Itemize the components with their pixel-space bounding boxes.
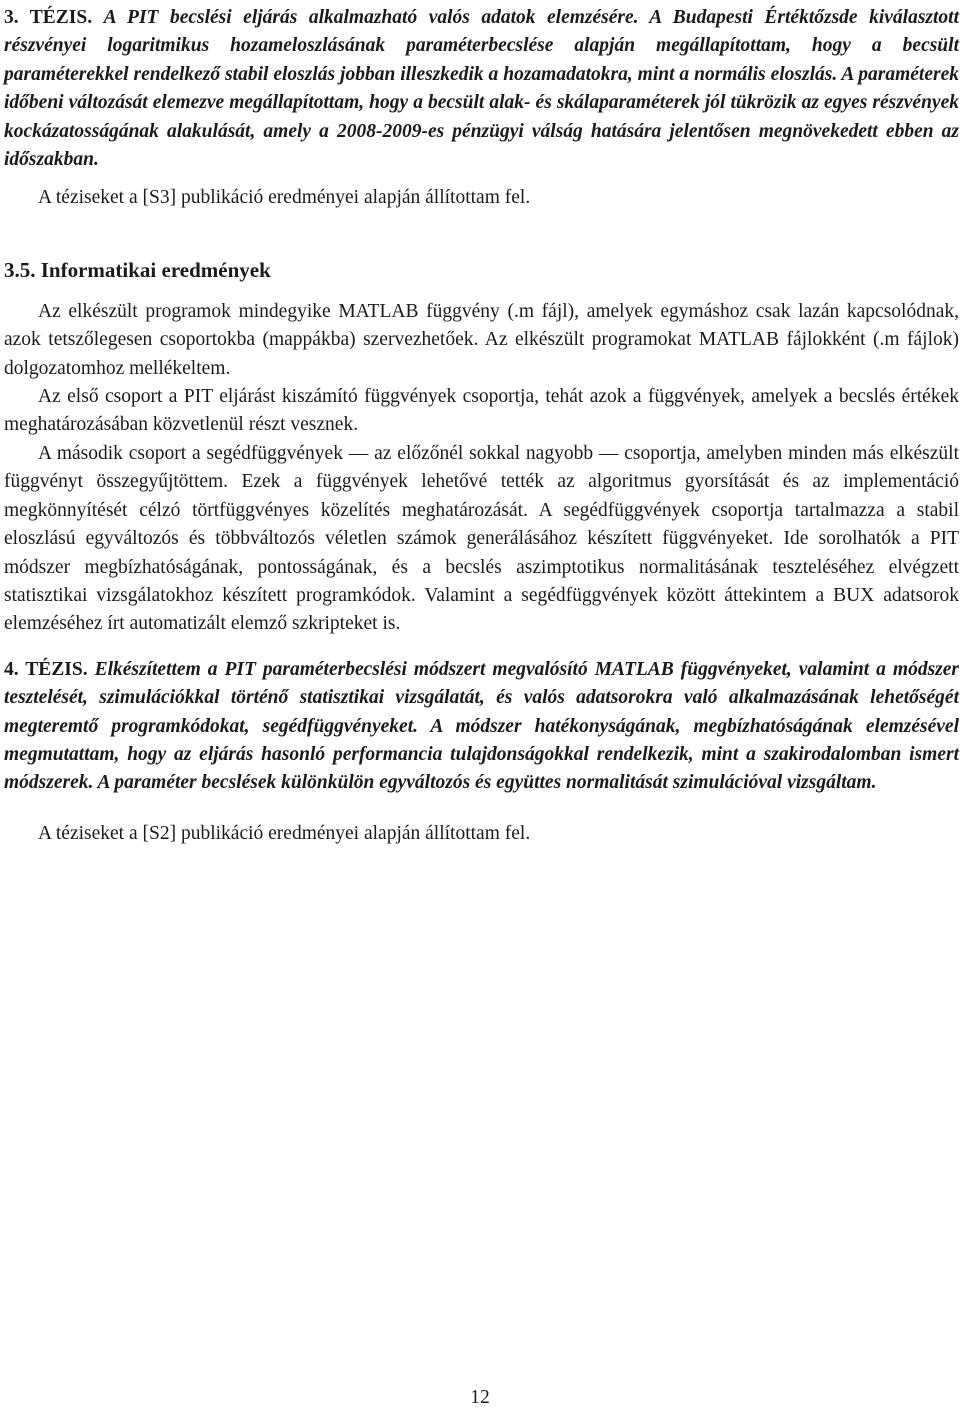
thesis-3-statement: A PIT becslési eljárás alkalmazható valós adatok elemzésére. A Budapesti Értéktőzsde kiválasztott részvényei logaritmikus hozameloszlásának paraméterbecslése alapján megállapítottam, hogy a becsült paraméterekkel rendelkező stabil eloszlás jobban illeszkedik a hozamadatokra, mint a normális eloszlás. A paraméterek időbeni változását elemezve megállapítottam, hogy a becsült alak- és skálaparaméterek jól tükrözik az egyes részvények kockázatosságának alakulását, amely a 2008-2009-es pénzügyi válság hatására jelentősen megnövekedett ebben az időszakban. (4, 7, 959, 171)
thesis-3-reference: A téziseket a [S3] publikáció eredményei alapján állítottam fel. (38, 187, 531, 209)
thesis-3-number: 3. TÉZIS. (4, 7, 93, 28)
thesis-4-paragraph (4, 656, 959, 798)
section-paragraph-1: Az elkészült programok mindegyike MATLAB függvény (.m fájl), amelyek egymáshoz csak lazán kapcsolódnak, azok tetszőlegesen csoportokba (mappákba) szervezhetőek. Az elkészült programokat MATLAB fájlokként (.m fájlok) dolgozatomhoz mellékeltem. (4, 300, 959, 379)
thesis-4-reference: A téziseket a [S2] publikáció eredményei alapján állítottam fel. (38, 822, 531, 844)
document-page (4, 4, 959, 848)
thesis-4-number: 4. TÉZIS. (4, 658, 88, 680)
section-paragraph-3: A második csoport a segédfüggvények — az előzőnél sokkal nagyobb — csoportja, amelyben minden más elkészült függvényt összegyűjtöttem. Ezek a függvények lehetővé tették az algoritmus gyorsítását és az implementáció megkönnyítését célzó törtfüggvényes közelítés meghatározását. A segédfüggvények csoportja tartalmazza a stabil eloszlású egyváltozós és többváltozós véletlen számok generálásához készített függvényeket. Ide sorolhatók a PIT módszer megbízhatóságának, pontosságának, és a becslés aszimptotikus normalitásának teszteléséhez elvégzett statisztikai vizsgálatokhoz készített programkódok. Valamint a segédfüggvények között áttekintem a BUX adatsorok elemzéséhez írt automatizált elemző szkripteket is. (4, 442, 959, 635)
thesis-3-paragraph (4, 4, 959, 174)
section-heading: 3.5. Informatikai eredmények (4, 257, 271, 282)
thesis-4-statement: Elkészítettem a PIT paraméterbecslési módszert megvalósító MATLAB függvényeket, valamint a módszer tesztelését, szimulációkkal történő statisztikai vizsgálatát, és valós adatsorokra való alkalmazásának lehetőségét megteremtő programkódokat, segédfüggvényeket. A módszer hatékonyságának, megbízhatóságának elemzésével megmutattam, hogy az eljárás hasonló performancia tulajdonságokkal rendelkezik, mint a szakirodalomban ismert módszerek. A paraméter becslések különkülön egyváltozós és együttes normalitását szimulációval vizsgáltam. (4, 658, 960, 794)
page-number: 12 (470, 1387, 490, 1408)
section-paragraph-2: Az első csoport a PIT eljárást kiszámító függvények csoportja, tehát azok a függvények, amelyek a becslés értékek meghatározásában közvetlenül részt vesznek. (4, 386, 959, 436)
